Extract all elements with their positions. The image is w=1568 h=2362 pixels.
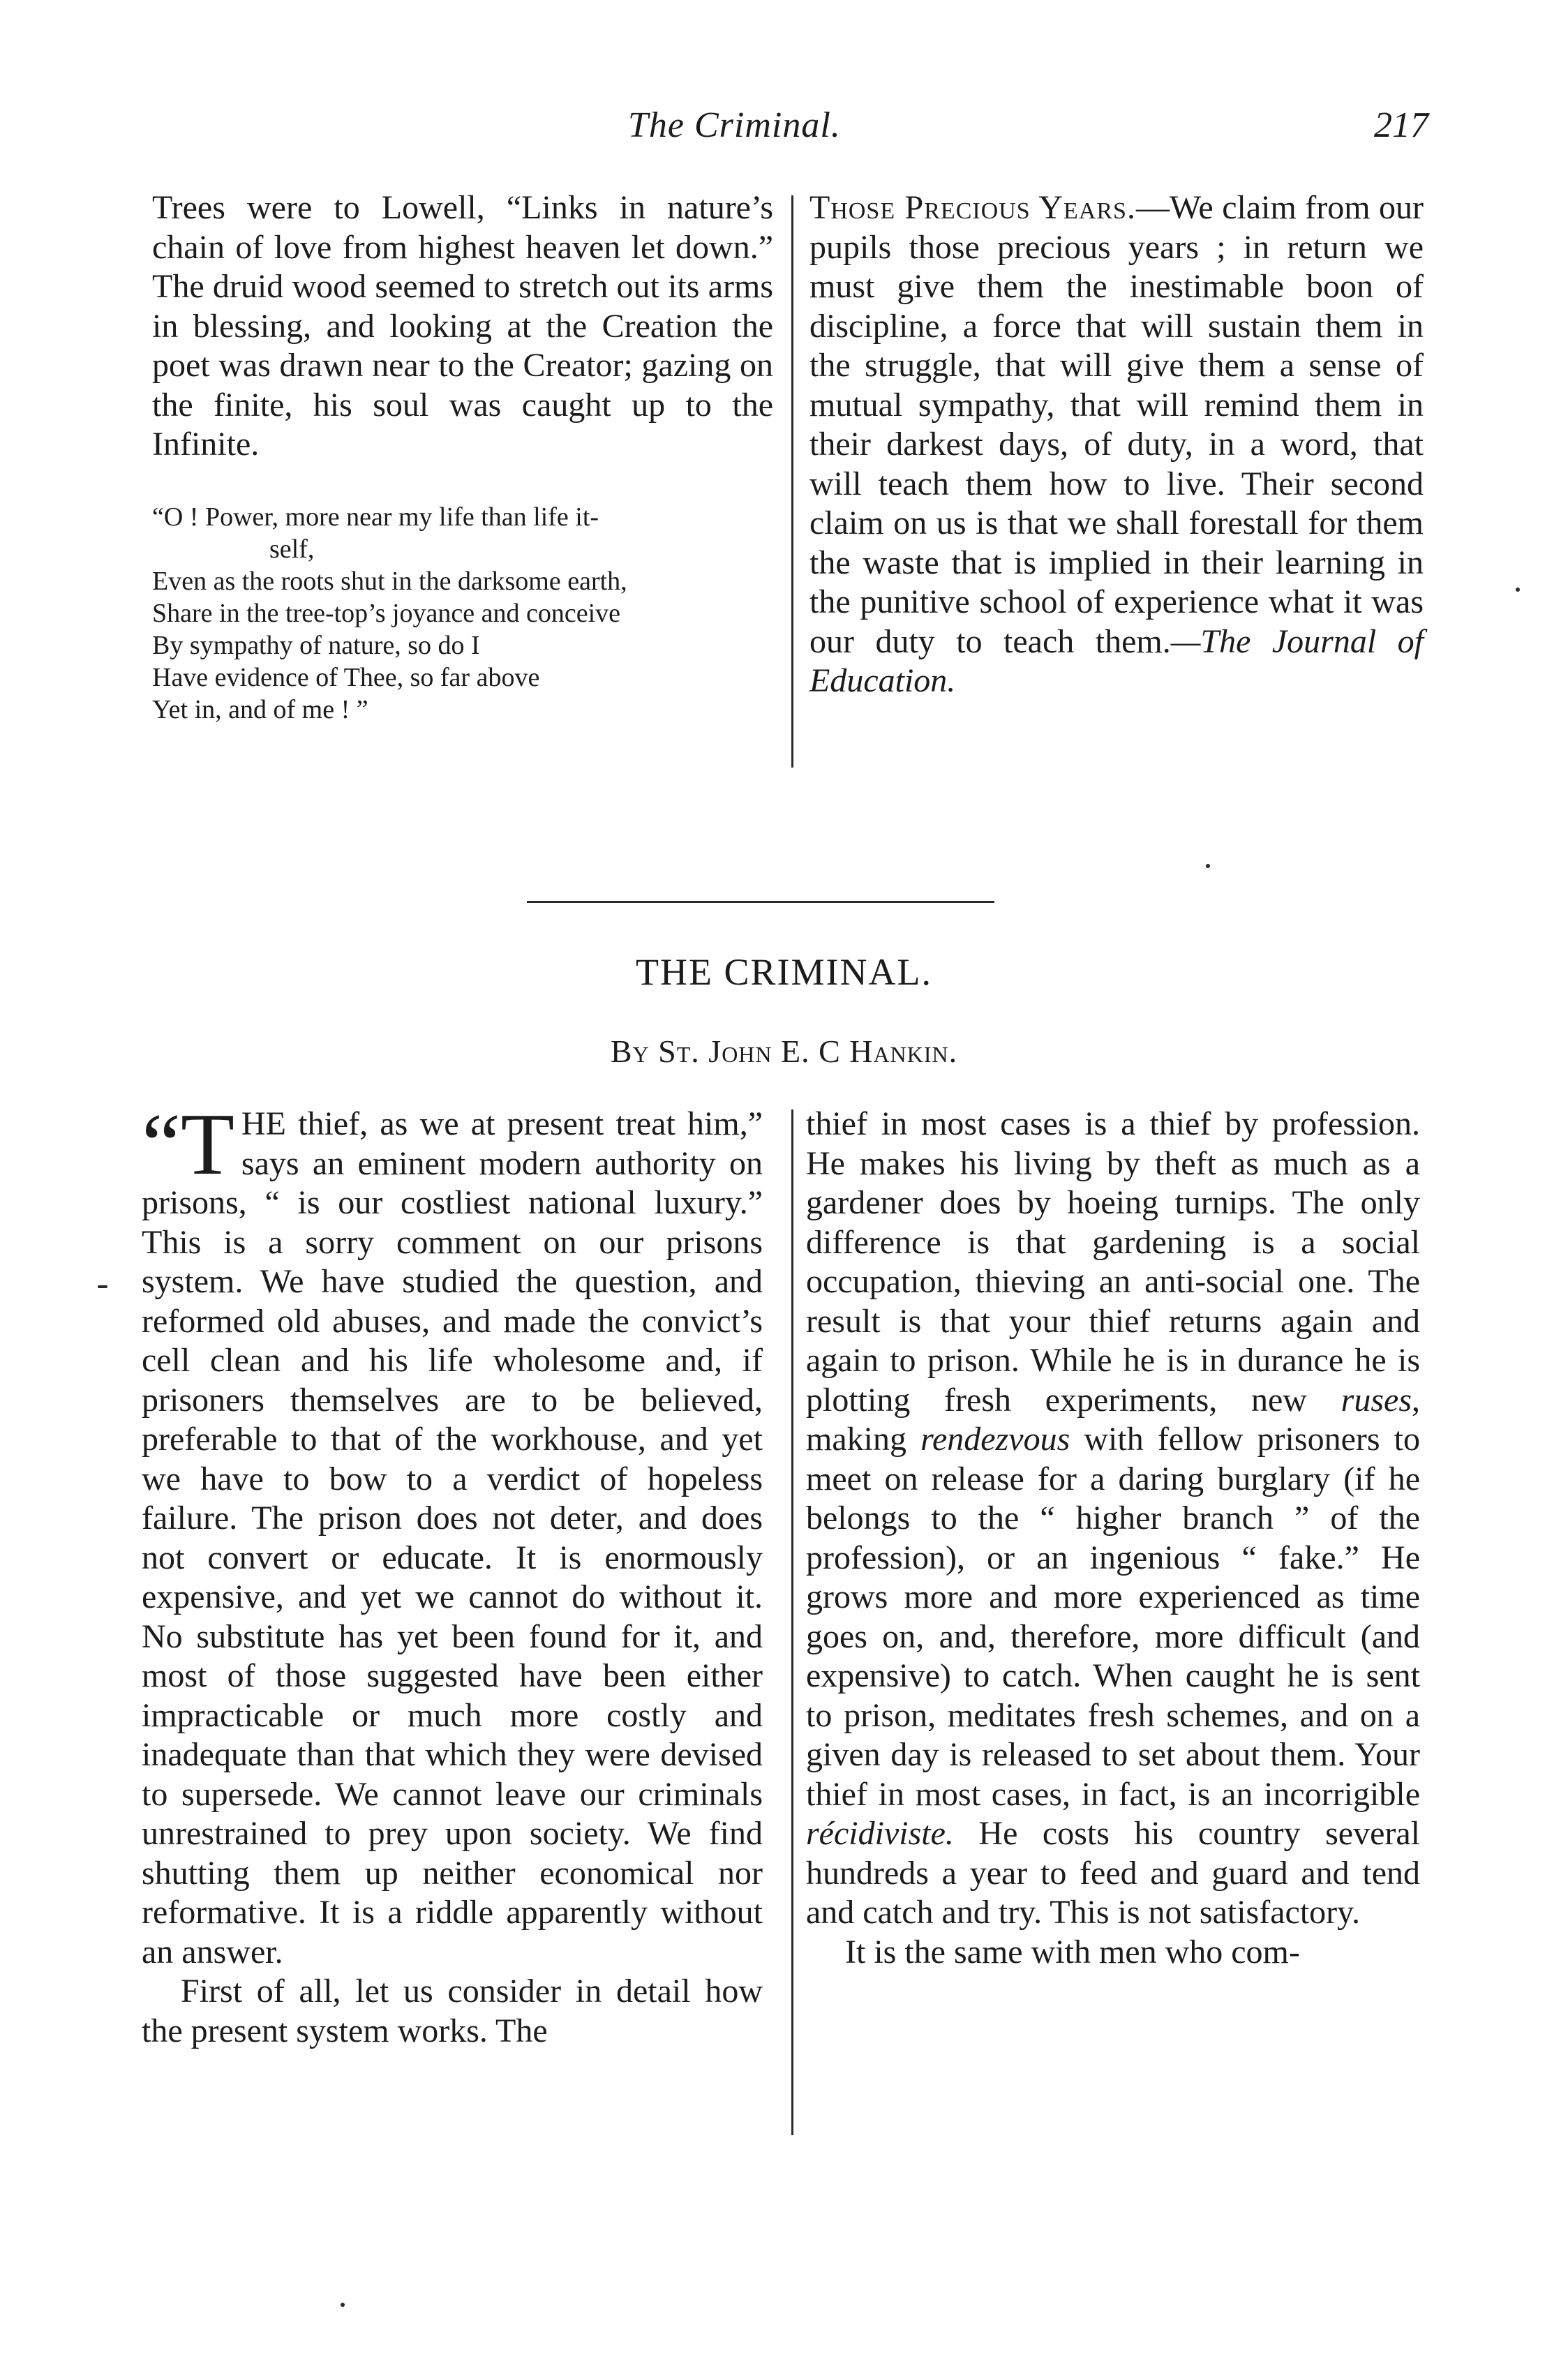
second-paragraph: First of all, let us consider in detail how the present system works. The xyxy=(142,1973,763,2049)
precious-years-paragraph xyxy=(809,188,1424,701)
column-divider xyxy=(791,1109,793,2135)
text-segment: , making xyxy=(806,1381,1420,1458)
print-speck xyxy=(98,1285,107,1288)
poem-line: “O ! Power, more near my life than life it- xyxy=(152,502,599,532)
section-heading: Those Precious Years. xyxy=(809,189,1136,226)
bottom-left-column xyxy=(142,1096,763,2051)
article-title: THE CRIMINAL. xyxy=(636,951,932,993)
source-citation: —The Journal of Education. xyxy=(809,622,1424,699)
text-segment: with fellow prisoners to meet on release for a daring burglary (if he belongs to the “ higher branch ” of the profession), or an ingenious “ fake.” He grows more and more experienced as time goes on, and, therefore, more difficult (and expensive) to catch. When caught he is sent to prison, meditates fresh schemes, and on a given day is released to set about them. Your thief in most cases, in fact, is an incorrigible xyxy=(806,1421,1420,1813)
top-right-column xyxy=(809,188,1424,701)
drop-cap-quote: “ xyxy=(142,1096,181,1193)
column-divider xyxy=(791,195,793,768)
bottom-right-column xyxy=(806,1105,1420,1972)
article-byline: By St. John E. C Hankin. xyxy=(610,1033,958,1069)
poem-line: By sympathy of nature, so do I xyxy=(152,630,480,660)
paragraph-body: —We claim from our pupils those precious years ; in return we must give them the inestimable boon of discipline, a force that will sustain them in the struggle, that will give them a sense of mutual sympathy, that will remind them in their darkest days, of duty, in a word, that will teach them how to live. Their second claim on us is that we shall forestall for them the waste that is implied in their learning in the punitive school of experience what it was our duty to teach them. xyxy=(809,189,1424,660)
opening-text: HE thief, as we at present treat him,” says an eminent modern authority on prisons, “ is our costliest national luxury.” This is a sorry comment on our prisons system. We have studied the question, and reformed old abuses, and made the convict’s cell clean and his life wholesome and, if prisoners themselves are to be believed, preferable to that of the workhouse, and yet we have to bow to a verdict of hopeless failure. The prison does not deter, and does not convert or educate. It is enormously expensive, and yet we cannot do without it. No substitute has yet been found for it, and most of those suggested have been either impracticable or much more costly and inadequate than that which they were devised to supersede. We cannot leave our criminals unrestrained to prey upon society. We find shutting them up neither economical nor reformative. It is a riddle apparently without an answer. xyxy=(142,1105,763,1971)
section-divider xyxy=(527,901,994,903)
italic-term: récidiviste. xyxy=(806,1815,954,1852)
drop-cap xyxy=(142,1096,234,1193)
print-speck xyxy=(1516,588,1520,592)
last-paragraph: It is the same with men who com- xyxy=(845,1933,1300,1971)
poem-quotation xyxy=(152,501,773,726)
drop-cap-letter: T xyxy=(180,1096,234,1193)
italic-term: rendezvous xyxy=(920,1421,1070,1458)
italic-term: ruses xyxy=(1341,1381,1412,1419)
poem-line: Yet in, and of me ! ” xyxy=(152,694,368,724)
running-head: The Criminal. xyxy=(628,105,841,145)
print-speck xyxy=(341,2303,345,2307)
page-number: 217 xyxy=(1374,105,1428,145)
text-segment: thief in most cases is a thief by profession. He makes his living by theft as much as a gardener does by hoeing turnips. The only difference is that gardening is a social occupation, thieving an anti-social one. The result is that your thief returns again and again to prison. While he is in durance he is plotting fresh experiments, new xyxy=(806,1105,1420,1419)
poem-line: self, xyxy=(269,534,315,564)
poem-line: Share in the tree-top’s joyance and conceive xyxy=(152,598,621,628)
poem-line: Even as the roots shut in the darksome earth, xyxy=(152,566,627,596)
top-left-column xyxy=(152,188,773,726)
continuation-paragraph xyxy=(806,1105,1420,1933)
lowell-paragraph: Trees were to Lowell, “Links in nature’s chain of love from highest heaven let down.” The druid wood seemed to stretch out its arms in blessing, and looking at the Creation the poet was drawn near to the Creator; gazing on the finite, his soul was caught up to the Infinite. xyxy=(152,189,773,463)
print-speck xyxy=(1206,864,1210,868)
text-segment: He costs his country several hundreds a year to feed and guard and tend and catch and try. This is not satisfactory. xyxy=(806,1815,1420,1931)
opening-paragraph xyxy=(142,1096,763,1972)
poem-line: Have evidence of Thee, so far above xyxy=(152,662,540,692)
